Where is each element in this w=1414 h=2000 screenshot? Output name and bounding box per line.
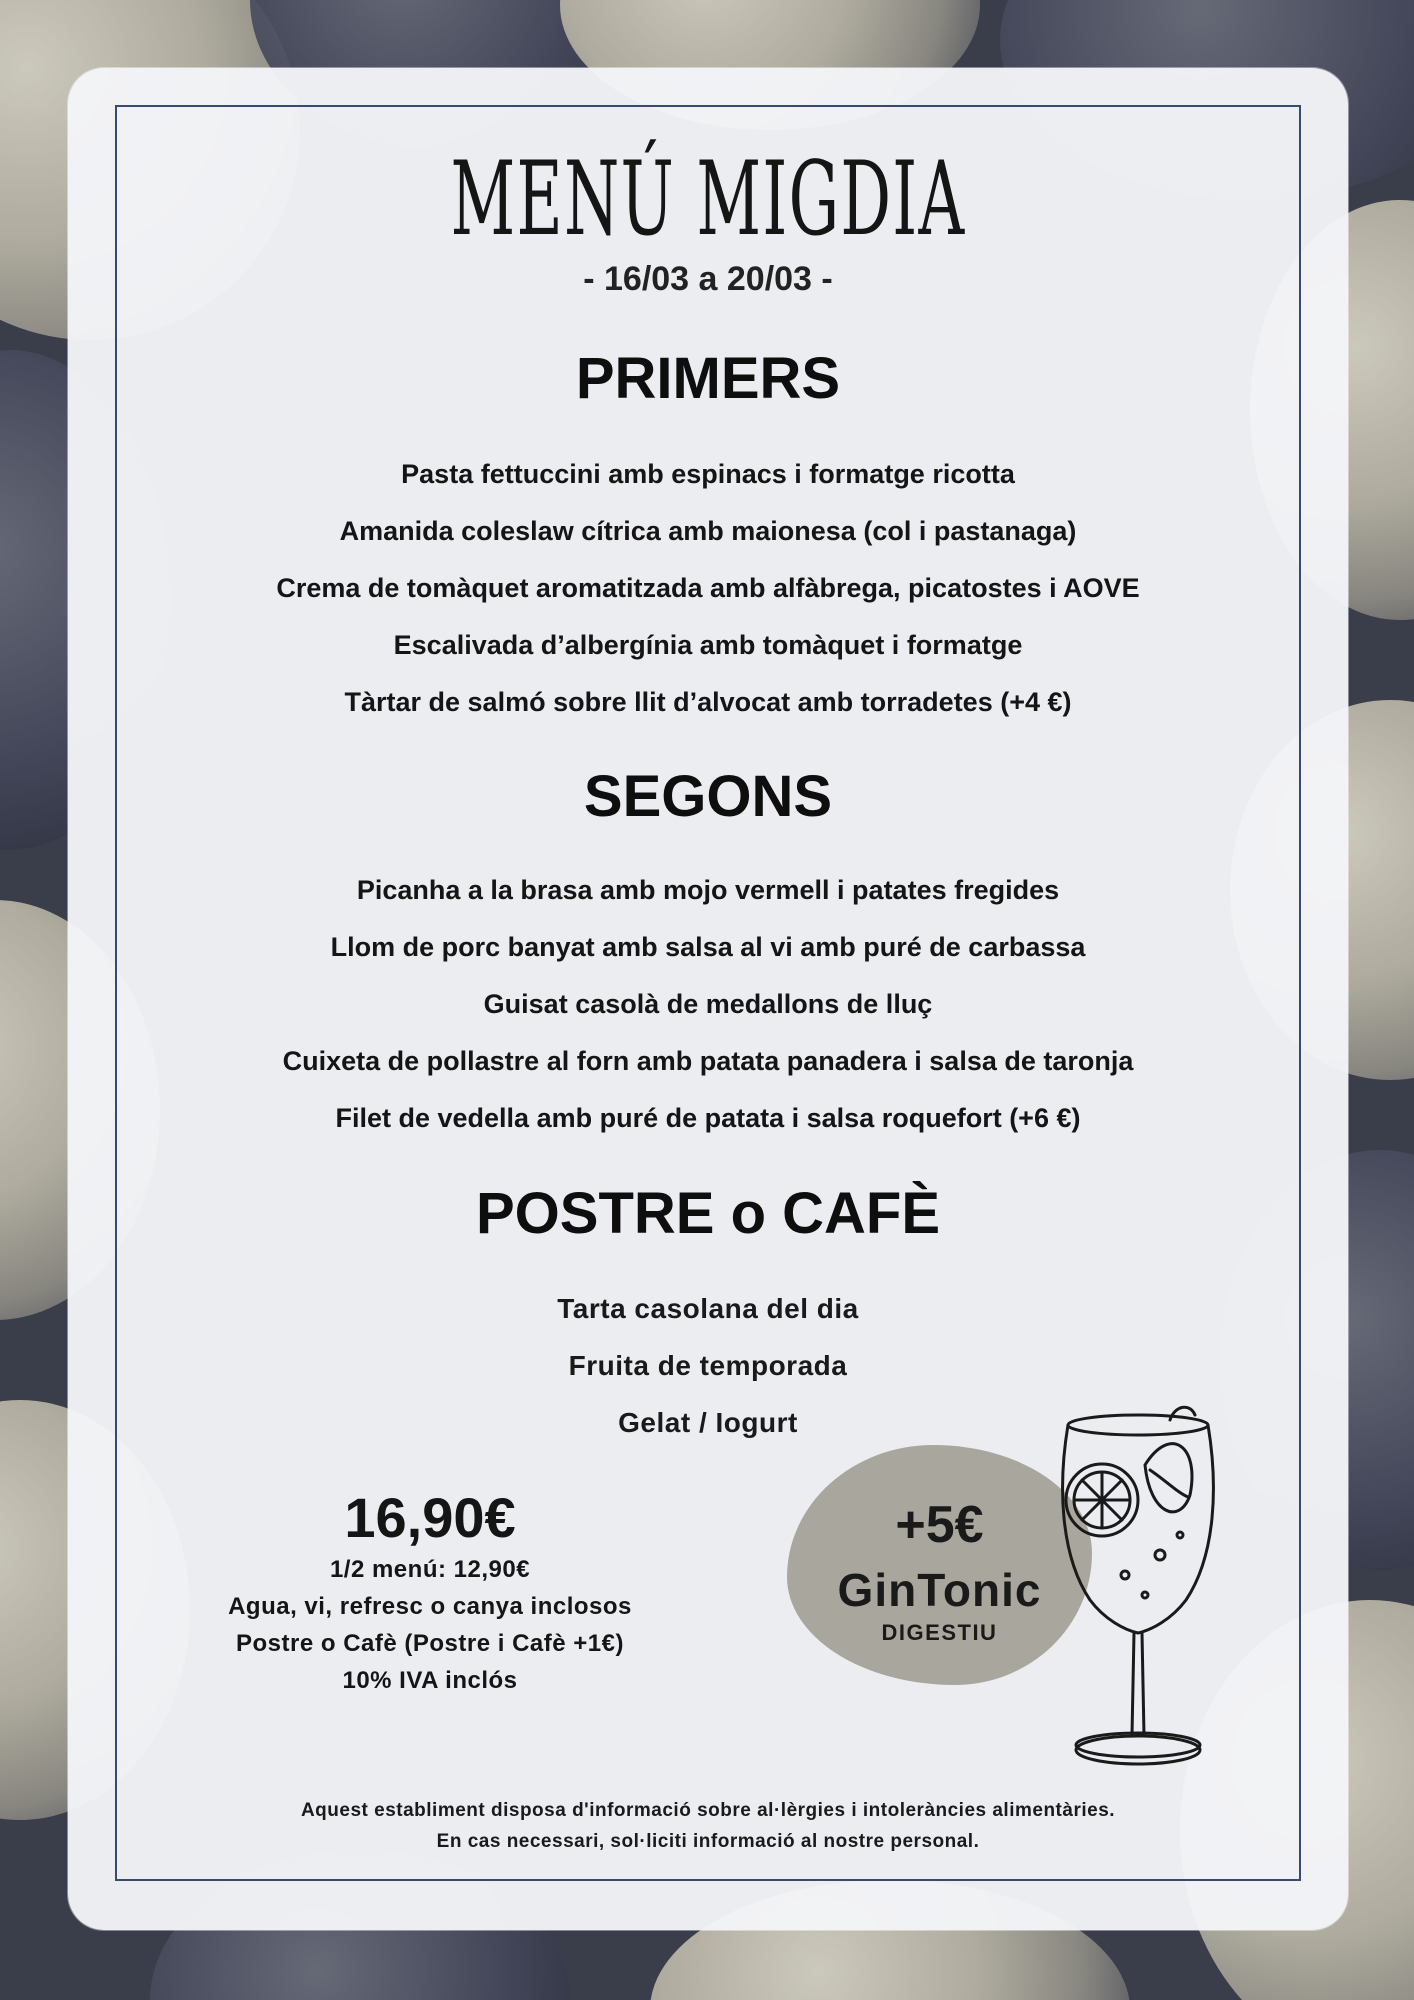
segons-item: Filet de vedella amb puré de patata i salsa roquefort (+6 €) xyxy=(335,1103,1081,1133)
price-detail: Postre o Cafè (Postre i Cafè +1€) xyxy=(236,1630,624,1657)
primers-item: Escalivada d’albergínia amb tomàquet i formatge xyxy=(393,630,1023,660)
price-detail: 10% IVA inclós xyxy=(342,1667,518,1694)
segons-heading: SEGONS xyxy=(583,764,833,829)
allergy-notice xyxy=(115,1795,1301,1857)
badge-sub: DIGESTIU xyxy=(881,1620,998,1645)
postre-heading: POSTRE o CAFÈ xyxy=(475,1181,941,1246)
menu-price: 16,90€ xyxy=(344,1486,516,1549)
segons-item: Cuixeta de pollastre al forn amb patata panadera i salsa de taronja xyxy=(282,1046,1134,1076)
primers-item: Tàrtar de salmó sobre llit d’alvocat amb torradetes (+4 €) xyxy=(344,687,1072,717)
postre-item: Fruita de temporada xyxy=(568,1350,848,1381)
allergy-notice-line: En cas necessari, sol·liciti informació al nostre personal. xyxy=(436,1831,980,1852)
menu-title: MENÚ MIGDIA xyxy=(450,140,966,259)
price-detail: Agua, vi, refresc o canya inclosos xyxy=(228,1593,632,1620)
price-block xyxy=(210,1485,650,1699)
segons-item: Guisat casolà de medallons de lluç xyxy=(483,989,933,1019)
badge-price: +5€ xyxy=(895,1496,984,1554)
postre-item: Tarta casolana del dia xyxy=(557,1293,859,1324)
allergy-notice-line: Aquest establiment disposa d'informació sobre al·lèrgies i intoleràncies alimentàries. xyxy=(300,1800,1116,1821)
gin-tonic-glass-icon xyxy=(1050,1405,1225,1780)
postre-item: Gelat / Iogurt xyxy=(618,1407,798,1438)
gintonic-badge xyxy=(787,1445,1092,1685)
price-detail: 1/2 menú: 12,90€ xyxy=(329,1556,531,1583)
menu-dates: - 16/03 a 20/03 - xyxy=(583,260,833,298)
primers-item: Crema de tomàquet aromatitzada amb alfàbrega, picatostes i AOVE xyxy=(276,573,1140,603)
badge-name: GinTonic xyxy=(837,1564,1042,1616)
segons-item: Llom de porc banyat amb salsa al vi amb puré de carbassa xyxy=(330,932,1086,962)
primers-heading: PRIMERS xyxy=(575,346,841,411)
primers-item: Amanida coleslaw cítrica amb maionesa (col i pastanaga) xyxy=(339,516,1077,546)
primers-item: Pasta fettuccini amb espinacs i formatge ricotta xyxy=(401,459,1015,489)
segons-item: Picanha a la brasa amb mojo vermell i patates fregides xyxy=(356,875,1060,905)
